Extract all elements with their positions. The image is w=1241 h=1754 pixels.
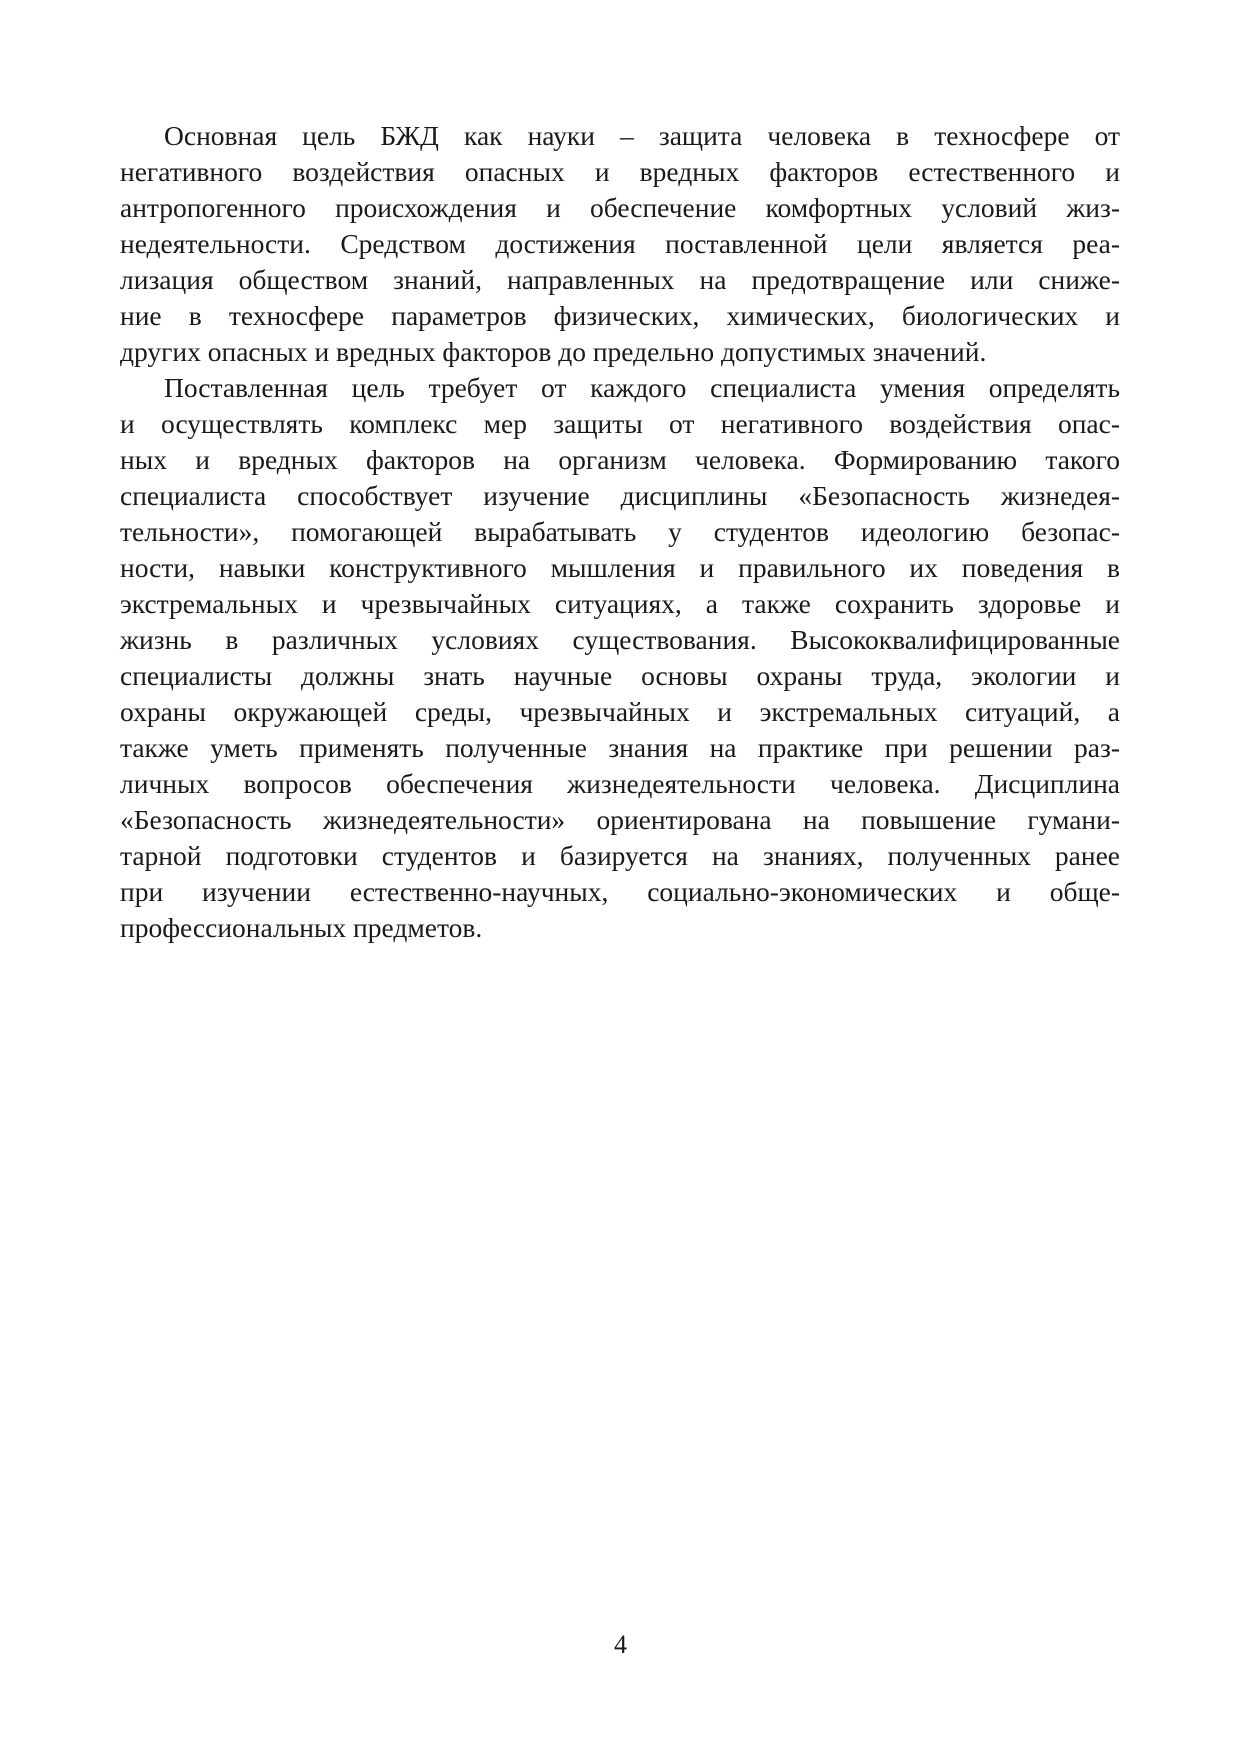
text-line: ние в техносфере параметров физических, химических, биологических и [120,300,1120,331]
text-line: также уметь применять полученные знания на практике при решении раз- [120,732,1120,763]
text-line: Поставленная цель требует от каждого специалиста умения определять [164,372,1120,403]
text-line: антропогенного происхождения и обеспечение комфортных условий жиз- [120,192,1120,223]
text-line: лизация обществом знаний, направленных на предотвращение или сниже- [120,264,1120,295]
text-line: ных и вредных факторов на организм человека. Формированию такого [120,444,1120,475]
text-line: негативного воздействия опасных и вредных факторов естественного и [120,156,1120,187]
body-text [120,118,1120,946]
paragraph-2 [120,370,1120,946]
text-line: охраны окружающей среды, чрезвычайных и экстремальных ситуаций, а [120,696,1120,727]
text-line: при изучении естественно-научных, социально-экономических и обще- [120,876,1120,907]
text-line: специалиста способствует изучение дисциплины «Безопасность жизнедея- [120,480,1120,511]
text-line: жизнь в различных условиях существования. Высококвалифицированные [120,624,1120,655]
text-line: и осуществлять комплекс мер защиты от негативного воздействия опас- [120,408,1120,439]
text-line: Основная цель БЖД как науки – защита человека в техносфере от [164,120,1120,151]
text-line: тарной подготовки студентов и базируется на знаниях, полученных ранее [120,840,1120,871]
text-line: экстремальных и чрезвычайных ситуациях, а также сохранить здоровье и [120,588,1120,619]
text-line: профессиональных предметов. [120,912,483,943]
text-line: других опасных и вредных факторов до предельно допустимых значений. [120,336,987,367]
text-line: «Безопасность жизнедеятельности» ориентирована на повышение гумани- [120,804,1120,835]
text-line: специалисты должны знать научные основы охраны труда, экологии и [120,660,1120,691]
page-number: 4 [614,1630,627,1659]
text-line: недеятельности. Средством достижения поставленной цели является реа- [120,228,1120,259]
paragraph-1 [120,118,1120,370]
text-line: личных вопросов обеспечения жизнедеятельности человека. Дисциплина [120,768,1120,799]
text-line: ности, навыки конструктивного мышления и правильного их поведения в [120,552,1120,583]
text-line: тельности», помогающей вырабатывать у студентов идеологию безопас- [120,516,1120,547]
